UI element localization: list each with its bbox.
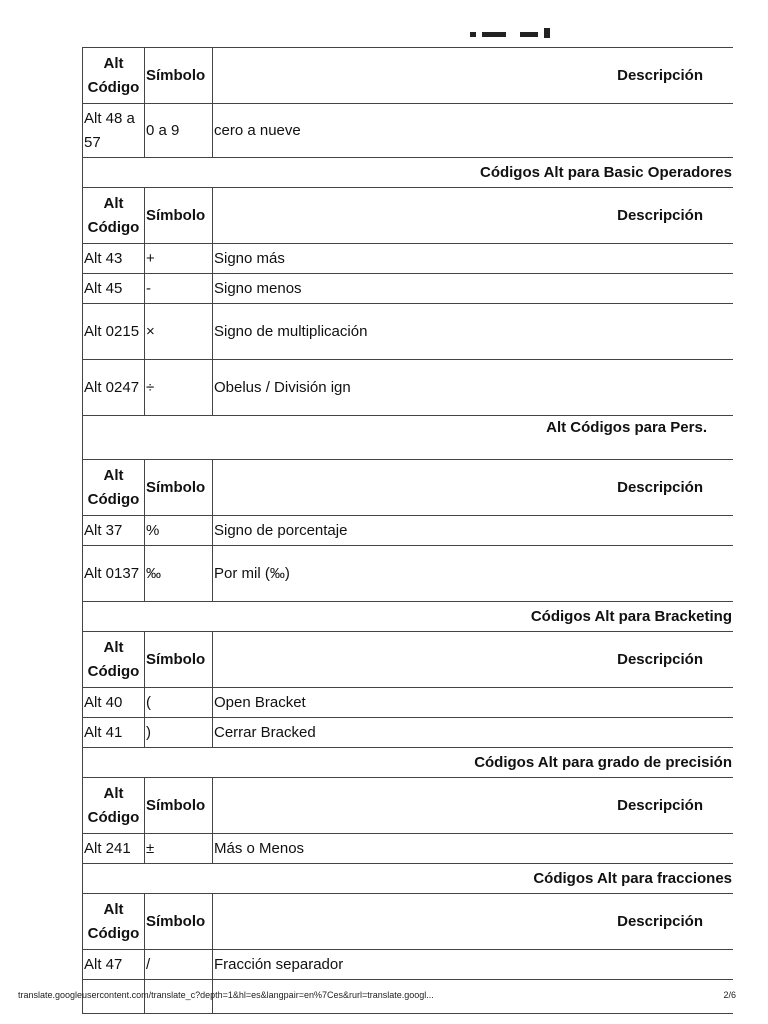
cell-alt-code: Alt 241 (83, 834, 145, 864)
print-footer (18, 990, 736, 1000)
header-description: Descripción (213, 188, 734, 244)
cell-description: Más o Menos (213, 834, 734, 864)
section-title-row (83, 602, 734, 632)
header-description: Descripción (213, 48, 734, 104)
header-symbol: Símbolo (145, 48, 213, 104)
cell-alt-code: Alt 41 (83, 718, 145, 748)
cell-description: Signo de multiplicación (213, 304, 734, 360)
cell-symbol: ÷ (145, 360, 213, 416)
header-symbol: Símbolo (145, 188, 213, 244)
section-title: Códigos Alt para grado de precisión (83, 748, 734, 778)
table-row (83, 104, 734, 158)
cell-description: Signo más (213, 244, 734, 274)
header-description: Descripción (213, 460, 734, 516)
cell-alt-code: Alt 45 (83, 274, 145, 304)
header-alt-code: Alt Código (83, 188, 145, 244)
table-row (83, 950, 734, 980)
header-description: Descripción (213, 632, 734, 688)
cell-alt-code: Alt 47 (83, 950, 145, 980)
section-title: Códigos Alt para Basic Operadores (83, 158, 734, 188)
header-symbol: Símbolo (145, 632, 213, 688)
cell-symbol: ( (145, 688, 213, 718)
table-row (83, 244, 734, 274)
cell-symbol: ) (145, 718, 213, 748)
header-alt-code: Alt Código (83, 460, 145, 516)
cell-description: Cerrar Bracked (213, 718, 734, 748)
alt-codes-table (82, 47, 733, 1014)
cell-symbol: % (145, 516, 213, 546)
section-title: Alt Códigos para Pers. (83, 416, 734, 460)
column-header-row (83, 48, 734, 104)
table-row (83, 688, 734, 718)
cell-description: Signo menos (213, 274, 734, 304)
header-symbol: Símbolo (145, 778, 213, 834)
section-title: Códigos Alt para fracciones (83, 864, 734, 894)
cut-off-heading-fragment (440, 22, 570, 38)
cell-description: Fracción separador (213, 950, 734, 980)
cell-description: Obelus / División ign (213, 360, 734, 416)
section-title-row (83, 416, 734, 460)
section-title-row (83, 864, 734, 894)
cell-symbol: + (145, 244, 213, 274)
cell-symbol: ± (145, 834, 213, 864)
cell-symbol: × (145, 304, 213, 360)
table-row (83, 718, 734, 748)
section-title-row (83, 748, 734, 778)
cell-symbol: / (145, 950, 213, 980)
cell-alt-code: Alt 48 a 57 (83, 104, 145, 158)
header-alt-code: Alt Código (83, 778, 145, 834)
table-row (83, 274, 734, 304)
footer-page-number: 2/6 (723, 990, 736, 1000)
cell-alt-code: Alt 0247 (83, 360, 145, 416)
header-symbol: Símbolo (145, 894, 213, 950)
column-header-row (83, 460, 734, 516)
table-row (83, 360, 734, 416)
table-row (83, 834, 734, 864)
cell-description: cero a nueve (213, 104, 734, 158)
column-header-row (83, 188, 734, 244)
cell-description: Signo de porcentaje (213, 516, 734, 546)
table-row (83, 546, 734, 602)
header-description: Descripción (213, 894, 734, 950)
cell-description: Open Bracket (213, 688, 734, 718)
footer-url: translate.googleusercontent.com/translate_c?depth=1&hl=es&langpair=en%7Ces&rurl=translate.googl... (18, 990, 434, 1000)
section-title: Códigos Alt para Bracketing (83, 602, 734, 632)
cell-symbol: - (145, 274, 213, 304)
header-alt-code: Alt Código (83, 632, 145, 688)
header-symbol: Símbolo (145, 460, 213, 516)
table-row (83, 304, 734, 360)
cell-alt-code: Alt 37 (83, 516, 145, 546)
column-header-row (83, 778, 734, 834)
cell-symbol: 0 a 9 (145, 104, 213, 158)
cell-alt-code: Alt 0137 (83, 546, 145, 602)
column-header-row (83, 894, 734, 950)
cell-alt-code: Alt 0215 (83, 304, 145, 360)
header-alt-code: Alt Código (83, 48, 145, 104)
cell-alt-code: Alt 43 (83, 244, 145, 274)
cell-alt-code: Alt 40 (83, 688, 145, 718)
table-row (83, 516, 734, 546)
section-title-row (83, 158, 734, 188)
cell-symbol: ‰ (145, 546, 213, 602)
header-description: Descripción (213, 778, 734, 834)
cell-description: Por mil (‰) (213, 546, 734, 602)
column-header-row (83, 632, 734, 688)
header-alt-code: Alt Código (83, 894, 145, 950)
